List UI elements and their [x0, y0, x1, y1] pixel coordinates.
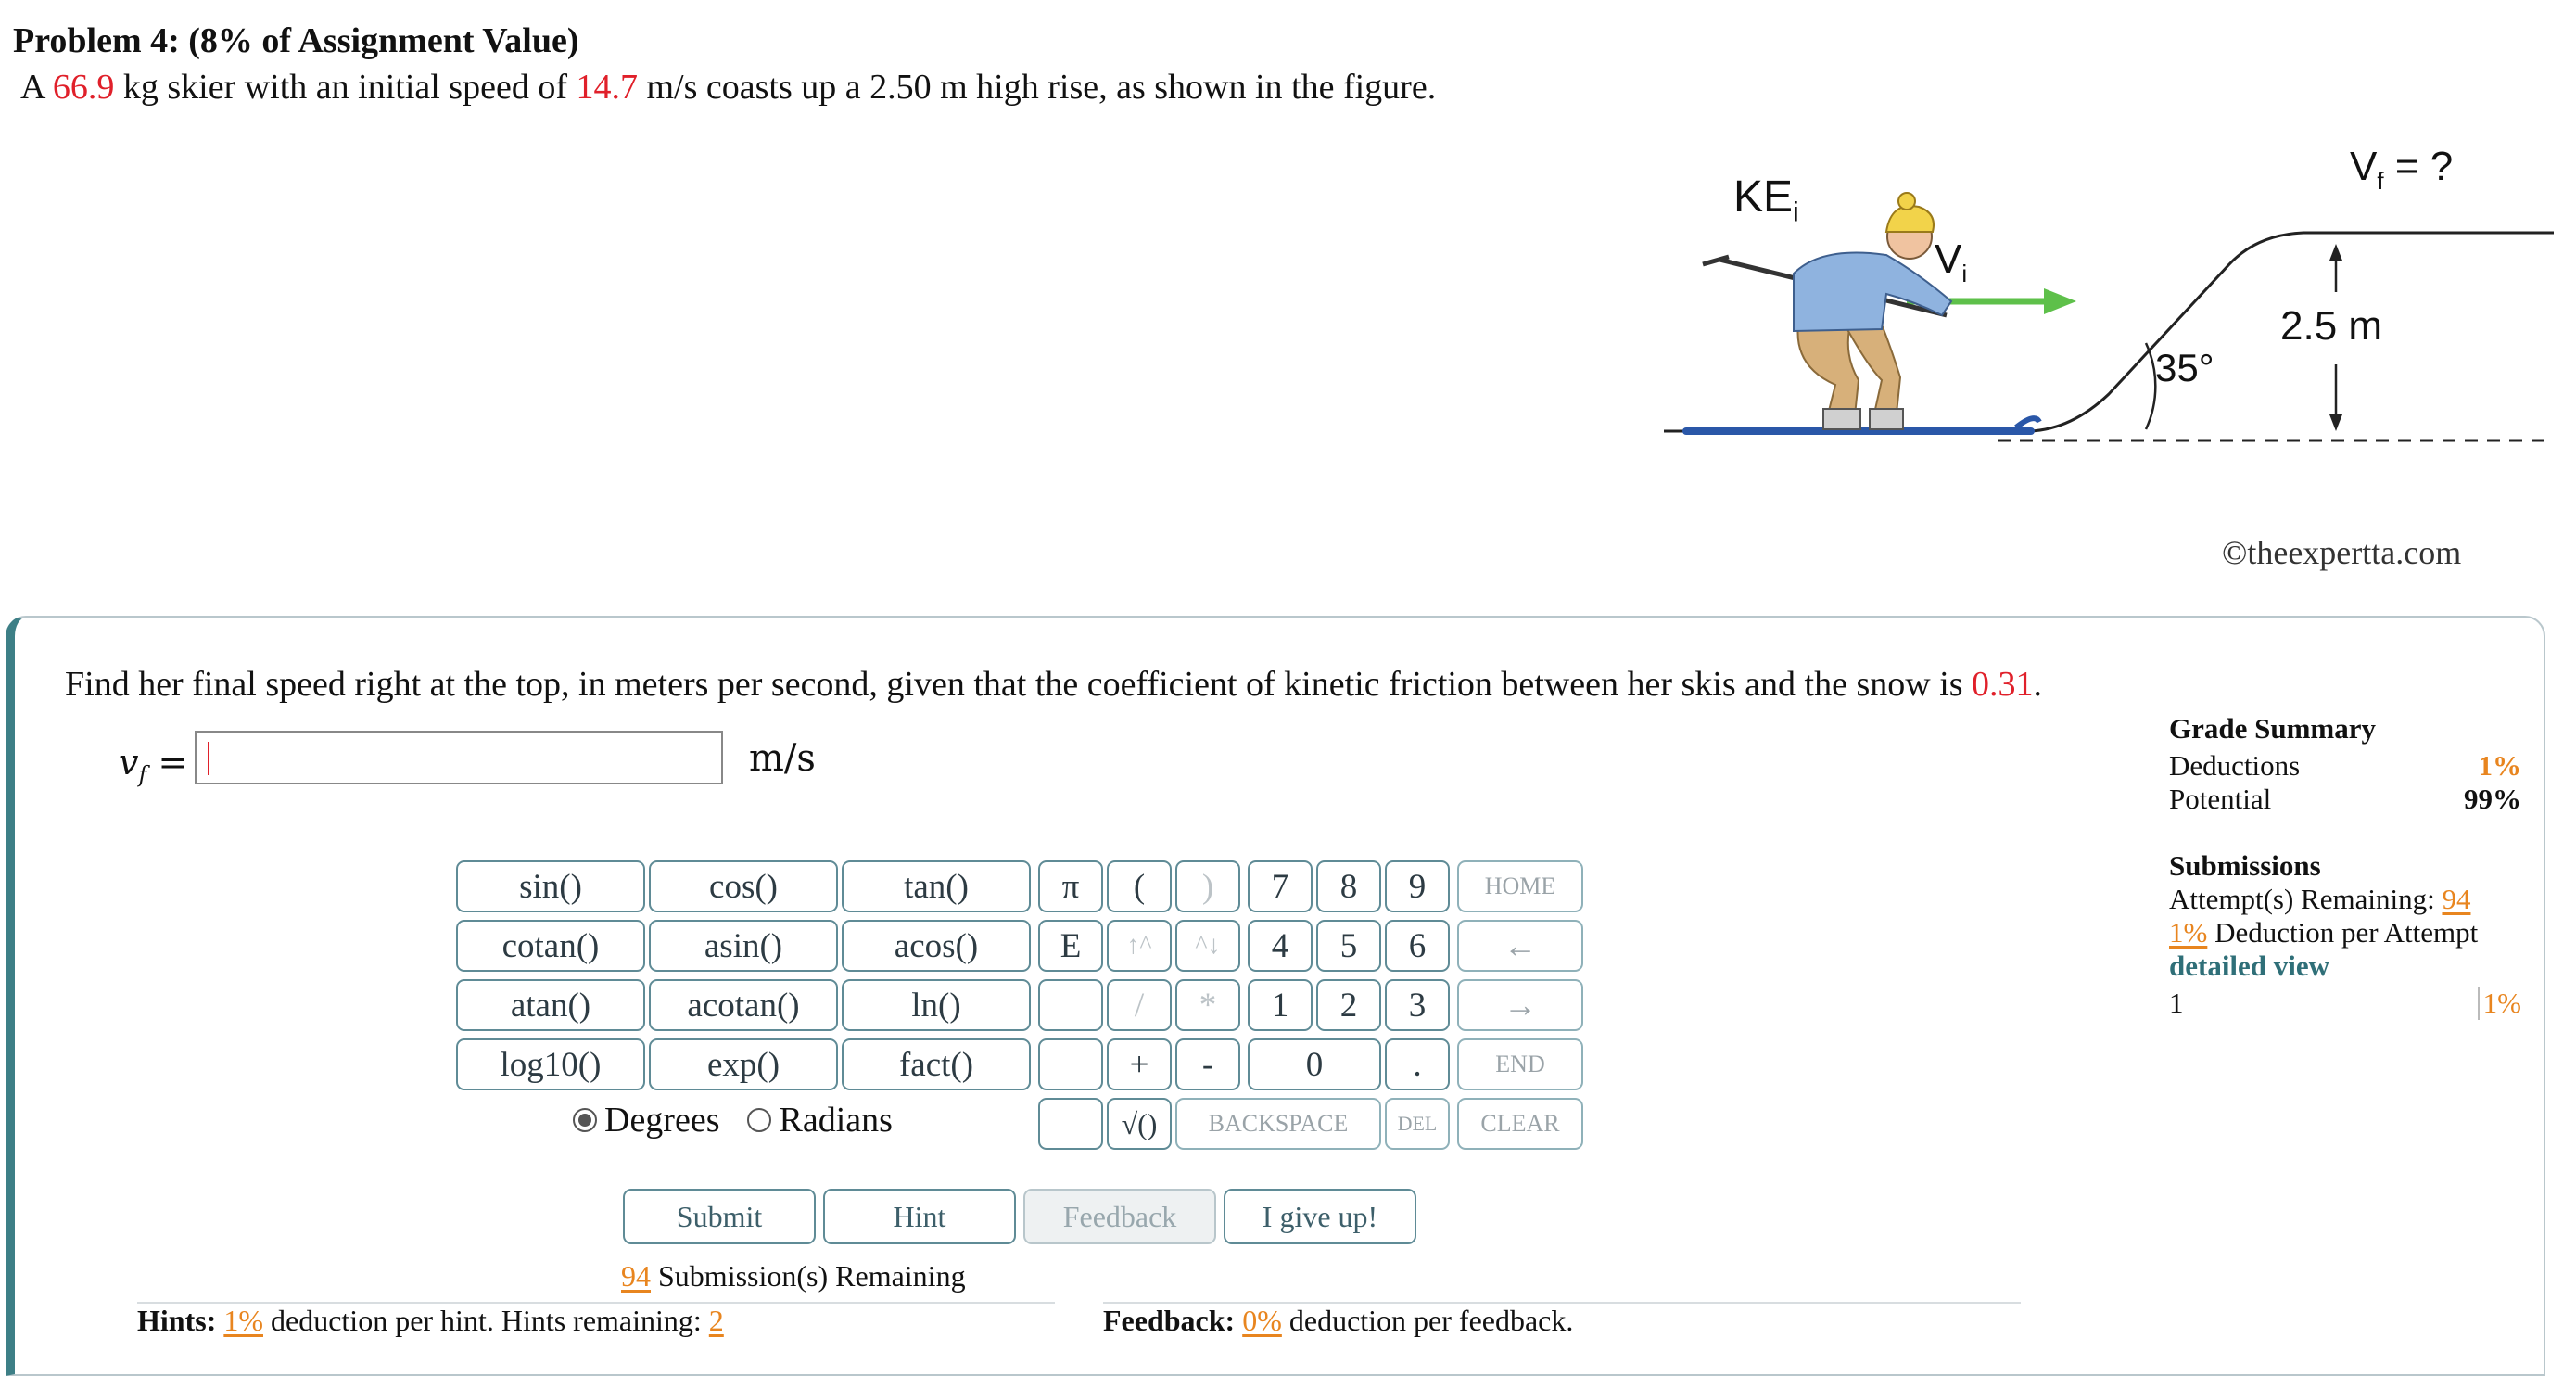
text-caret — [208, 742, 209, 775]
ln-button[interactable]: ln() — [842, 979, 1031, 1031]
cos-button[interactable]: cos() — [649, 860, 838, 912]
digit-0-button[interactable]: 0 — [1248, 1038, 1381, 1090]
multiply-button[interactable]: * — [1175, 979, 1240, 1031]
left-arrow-button[interactable]: ← — [1457, 920, 1583, 972]
angle-mode — [573, 1100, 893, 1140]
degrees-label: Degrees — [604, 1101, 720, 1140]
left-paren-button[interactable]: ( — [1107, 860, 1172, 912]
ke-label: $KE_i$ — [1733, 172, 1799, 228]
digit-6-button[interactable]: 6 — [1385, 920, 1450, 972]
attempts-remaining: Attempt(s) Remaining: 94 — [2169, 883, 2471, 915]
asin-button[interactable]: asin() — [649, 920, 838, 972]
angle-label: 35° — [2155, 346, 2214, 389]
attempt-row: 1 1% — [2169, 987, 2521, 1019]
digit-3-button[interactable]: 3 — [1385, 979, 1450, 1031]
feedback-info: Feedback: 0% deduction per feedback. — [1103, 1304, 1574, 1337]
mass-value: 66.9 — [52, 68, 115, 107]
deduction-per-attempt: 1% Deduction per Attempt — [2169, 916, 2479, 949]
tan-button[interactable]: tan() — [842, 860, 1031, 912]
digit-8-button[interactable]: 8 — [1316, 860, 1381, 912]
divide-button[interactable]: / — [1107, 979, 1172, 1031]
log10-button[interactable]: log10() — [456, 1038, 645, 1090]
problem-figure — [1664, 134, 2554, 571]
vi-label: $V_i$ — [1935, 236, 1968, 287]
digit-2-button[interactable]: 2 — [1316, 979, 1381, 1031]
delete-button[interactable]: DEL — [1385, 1098, 1450, 1150]
minus-button[interactable]: - — [1175, 1038, 1240, 1090]
blank-key-1[interactable] — [1038, 979, 1103, 1031]
exp-button[interactable]: exp() — [649, 1038, 838, 1090]
fact-button[interactable]: fact() — [842, 1038, 1031, 1090]
radians-radio[interactable] — [747, 1108, 771, 1132]
vf-label: $V_f$ = ? — [2350, 144, 2454, 195]
grade-summary-title: Grade Summary — [2169, 712, 2377, 745]
digit-4-button[interactable]: 4 — [1248, 920, 1313, 972]
give-up-button[interactable]: I give up! — [1224, 1189, 1416, 1244]
digit-9-button[interactable]: 9 — [1385, 860, 1450, 912]
atan-button[interactable]: atan() — [456, 979, 645, 1031]
submit-button[interactable]: Submit — [623, 1189, 816, 1244]
question-text: Find her final speed right at the top, in meters per second, given that the coefficient of kinetic friction between her skis and the snow is 0.31. — [65, 665, 2043, 704]
pi-button[interactable]: π — [1038, 860, 1103, 912]
submissions-remaining: 94 Submission(s) Remaining — [621, 1259, 966, 1293]
home-button[interactable]: HOME — [1457, 860, 1583, 912]
sqrt-button[interactable]: √() — [1107, 1098, 1172, 1150]
answer-input[interactable] — [195, 731, 723, 784]
skier-icon — [1682, 193, 2039, 435]
deductions-row: Deductions 1% — [2169, 749, 2521, 782]
radians-label: Radians — [779, 1101, 893, 1140]
plus-button[interactable]: + — [1107, 1038, 1172, 1090]
detailed-view-link[interactable]: detailed view — [2169, 949, 2330, 982]
blank-key-3[interactable] — [1038, 1098, 1103, 1150]
angle-arc — [2146, 343, 2155, 429]
answer-label: $v_f$ = — [119, 742, 188, 788]
right-arrow-button[interactable]: → — [1457, 979, 1583, 1031]
height-label: 2.5 m — [2280, 303, 2383, 349]
potential-row: Potential 99% — [2169, 783, 2521, 815]
superscript-up-button[interactable]: ↑^ — [1107, 920, 1172, 972]
problem-statement: A 66.9 kg skier with an initial speed of 14.7 m/s coasts up a 2.50 m high rise, as shown in the figure. — [20, 68, 1437, 107]
copyright-text: ©theexpertta.com — [2222, 534, 2462, 571]
mu-value: 0.31 — [1972, 665, 2034, 704]
submissions-title: Submissions — [2169, 849, 2321, 882]
feedback-button[interactable]: Feedback — [1023, 1189, 1216, 1244]
superscript-down-button[interactable]: ^↓ — [1175, 920, 1240, 972]
e-button[interactable]: E — [1038, 920, 1103, 972]
clear-button[interactable]: CLEAR — [1457, 1098, 1583, 1150]
hints-info: Hints: 1% deduction per hint. Hints remaining: 2 — [137, 1304, 724, 1337]
end-button[interactable]: END — [1457, 1038, 1583, 1090]
digit-1-button[interactable]: 1 — [1248, 979, 1313, 1031]
digit-5-button[interactable]: 5 — [1316, 920, 1381, 972]
digit-7-button[interactable]: 7 — [1248, 860, 1313, 912]
hint-button[interactable]: Hint — [823, 1189, 1016, 1244]
acotan-button[interactable]: acotan() — [649, 979, 838, 1031]
backspace-button[interactable]: BACKSPACE — [1175, 1098, 1381, 1150]
degrees-radio[interactable] — [573, 1108, 597, 1132]
right-paren-button[interactable]: ) — [1175, 860, 1240, 912]
height-value: 2.50 — [869, 68, 932, 107]
speed-value: 14.7 — [576, 68, 638, 107]
blank-key-2[interactable] — [1038, 1038, 1103, 1090]
cotan-button[interactable]: cotan() — [456, 920, 645, 972]
answer-unit: m/s — [749, 737, 816, 780]
decimal-button[interactable]: . — [1385, 1038, 1450, 1090]
grade-summary-panel — [2169, 712, 2521, 1020]
sin-button[interactable]: sin() — [456, 860, 645, 912]
acos-button[interactable]: acos() — [842, 920, 1031, 972]
problem-title: Problem 4: (8% of Assignment Value) — [13, 21, 579, 60]
